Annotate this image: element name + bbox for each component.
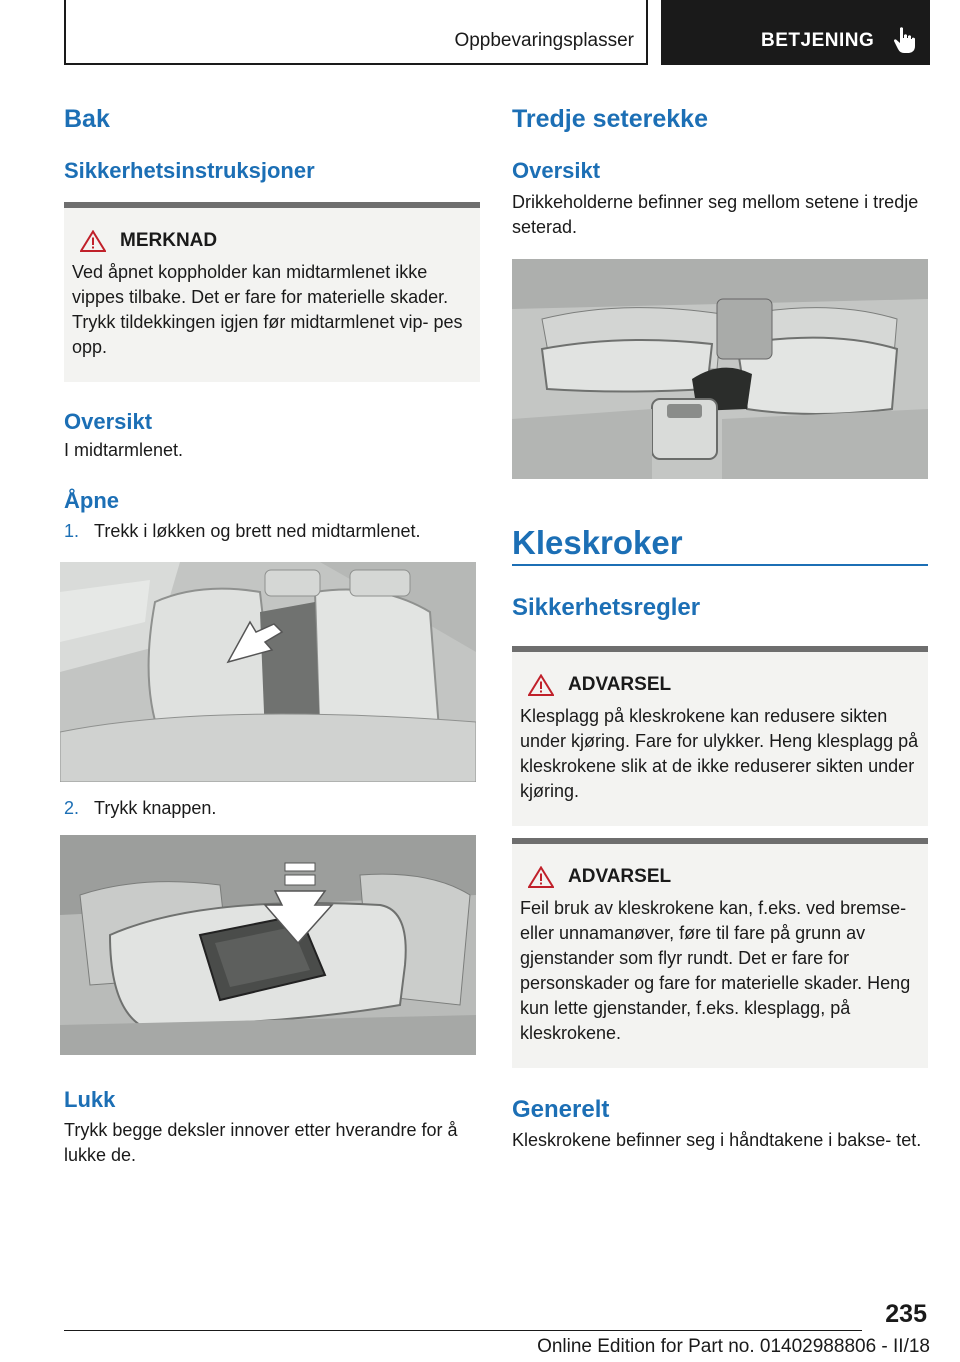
warning-label: ADVARSEL bbox=[568, 866, 672, 887]
overview-text: Drikkeholderne befinner seg mellom setene i tredje seterad. bbox=[512, 192, 919, 237]
hooks-section bbox=[512, 522, 928, 1153]
warning-triangle-icon bbox=[80, 230, 106, 252]
overview-heading: Oversikt bbox=[512, 158, 601, 183]
close-text: Trykk begge deksler innover etter hverandre for å lukke de. bbox=[64, 1120, 458, 1165]
warning-triangle-icon bbox=[528, 866, 554, 888]
close-heading: Lukk bbox=[64, 1087, 116, 1112]
header-chapter-box bbox=[661, 0, 930, 65]
warning-box bbox=[512, 646, 928, 826]
hooks-title-rule bbox=[512, 564, 928, 566]
open-heading: Åpne bbox=[64, 488, 119, 513]
notice-label: MERKNAD bbox=[120, 230, 218, 251]
general-heading: Generelt bbox=[512, 1096, 610, 1123]
safety-heading: Sikkerhetsinstruksjoner bbox=[64, 158, 315, 183]
safety-rules-heading: Sikkerhetsregler bbox=[512, 594, 701, 621]
step-text: Trykk knappen. bbox=[94, 798, 217, 818]
page-number: 235 bbox=[885, 1300, 927, 1328]
pointing-hand-icon bbox=[893, 26, 917, 54]
third-row-cupholder-image bbox=[512, 259, 928, 479]
section-title-third-row: Tredje seterekke bbox=[512, 105, 708, 133]
header-section-title: Oppbevaringsplasser bbox=[454, 30, 634, 51]
step-number: 1. bbox=[64, 521, 80, 541]
section-title-bak: Bak bbox=[64, 105, 110, 133]
page-header bbox=[64, 0, 930, 65]
overview-heading: Oversikt bbox=[64, 409, 153, 434]
step-text: Trekk i løkken og brett ned midtarmlenet. bbox=[94, 521, 421, 541]
left-column bbox=[64, 100, 480, 544]
header-section-box bbox=[64, 0, 648, 65]
warning-text: Feil bruk av kleskrokene kan, f.eks. ved bremse- eller unnamanøver, føre til fare på grunn av gjenstander som flyr rundt. Det er fare for personskader og fare for materielle skader. Heng kun lette gjenstander, f.eks. klesplagg, på kleskrokene. bbox=[520, 898, 911, 1043]
hooks-title: Kleskroker bbox=[512, 524, 683, 561]
warning-triangle-icon bbox=[528, 674, 554, 696]
step-item bbox=[64, 519, 480, 544]
notice-box bbox=[64, 202, 480, 382]
warning-label: ADVARSEL bbox=[568, 674, 672, 695]
overview-text: I midtarmlenet. bbox=[64, 440, 184, 460]
armrest-pull-image bbox=[60, 562, 476, 782]
right-column bbox=[512, 100, 928, 240]
warning-box bbox=[512, 838, 928, 1068]
warning-text: Klesplagg på kleskrokene kan redusere sikten under kjøring. Fare for ulykker. Heng klesplagg på kleskrokene slik at de ikke reduserer sikten under kjøring. bbox=[520, 706, 919, 801]
step-item bbox=[64, 796, 480, 821]
close-section bbox=[64, 1086, 480, 1168]
header-chapter-title: BETJENING bbox=[761, 30, 875, 51]
notice-text: Ved åpnet koppholder kan midtarmlenet ikke vippes tilbake. Det er fare for materielle skader. Trykk tildekkingen igjen før midtarmlenet vip- pes opp. bbox=[72, 262, 463, 357]
footer-rule bbox=[64, 1330, 862, 1331]
general-text: Kleskrokene befinner seg i håndtakene i bakse- tet. bbox=[512, 1130, 922, 1150]
step-number: 2. bbox=[64, 798, 80, 818]
edition-text: Online Edition for Part no. 01402988806 - II/18 bbox=[537, 1336, 930, 1357]
armrest-button-image bbox=[60, 835, 476, 1055]
